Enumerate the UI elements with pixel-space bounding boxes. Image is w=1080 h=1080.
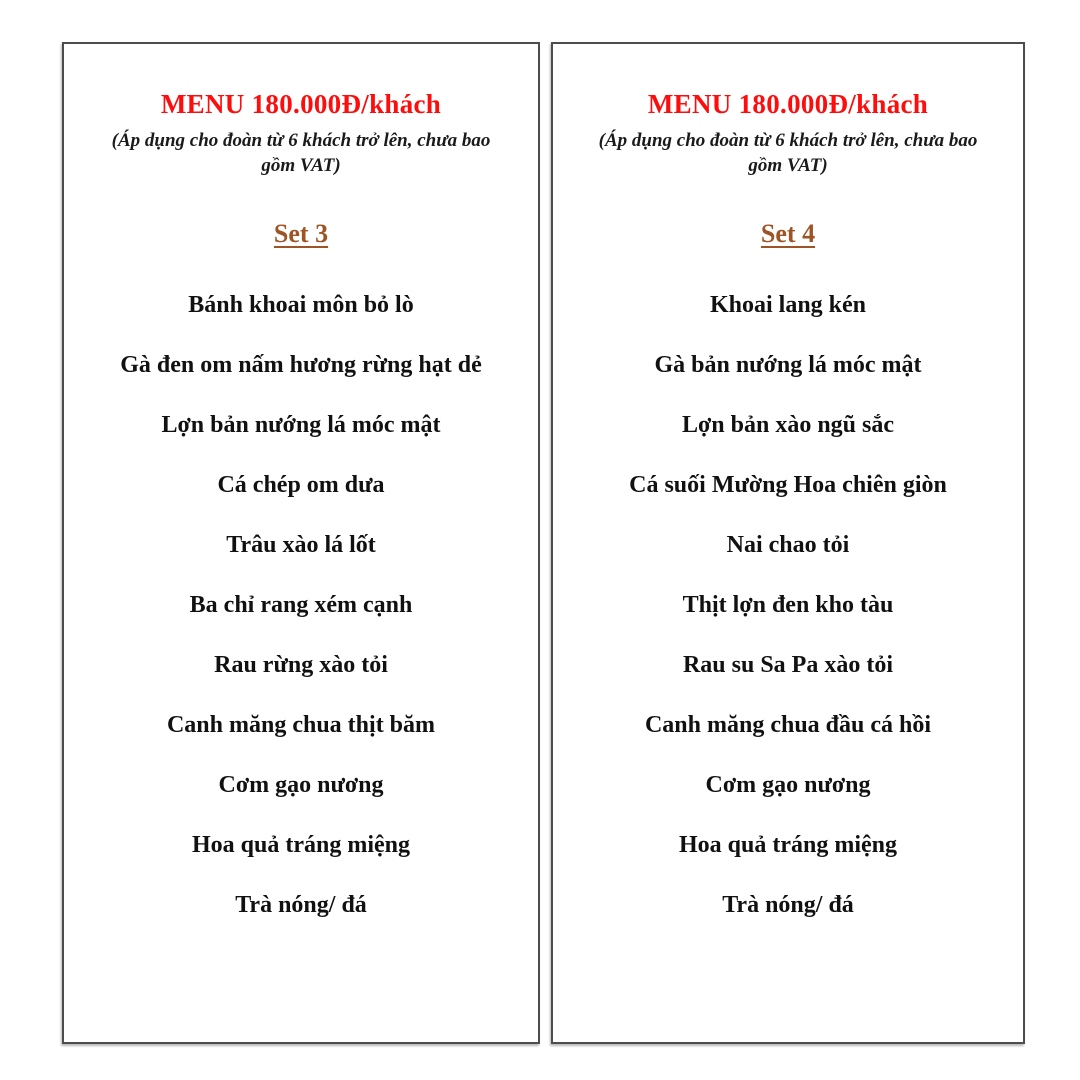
menu-item: Gà đen om nấm hương rừng hạt dẻ (120, 352, 482, 378)
menu-item: Cá chép om dưa (217, 472, 385, 498)
set-heading: Set 4 (760, 219, 816, 248)
menu-item: Cơm gạo nương (218, 772, 384, 798)
menu-box-set-4 (551, 42, 1025, 1044)
menu-item: Trâu xào lá lốt (226, 532, 376, 558)
menu-item: Cơm gạo nương (705, 772, 871, 798)
menu-item: Hoa quả tráng miệng (191, 832, 410, 858)
menu-item: Lợn bản nướng lá móc mật (161, 412, 441, 438)
menu-box-set-3 (62, 42, 540, 1044)
menu-item: Hoa quả tráng miệng (678, 832, 897, 858)
menu-item: Canh măng chua thịt băm (166, 712, 436, 738)
menu-note: (Áp dụng cho đoàn từ 6 khách trở lên, chưa bao gồm VAT) (111, 130, 491, 176)
menu-item-list (64, 291, 538, 919)
menu-item: Cá suối Mường Hoa chiên giòn (629, 472, 947, 498)
menu-item: Canh măng chua đầu cá hồi (644, 712, 932, 738)
menu-item: Rau su Sa Pa xào tỏi (682, 652, 894, 678)
menu-price-title: MENU 180.000Đ/khách (647, 89, 929, 119)
menu-item: Nai chao tỏi (726, 532, 850, 558)
menu-note: (Áp dụng cho đoàn từ 6 khách trở lên, chưa bao gồm VAT) (598, 130, 978, 176)
menu-price-title: MENU 180.000Đ/khách (160, 89, 442, 119)
menu-item: Trà nóng/ đá (722, 892, 854, 918)
menu-item: Thịt lợn đen kho tàu (682, 592, 894, 618)
menu-item: Gà bản nướng lá móc mật (654, 352, 922, 378)
menu-item: Trà nóng/ đá (235, 892, 367, 918)
menu-item-list (553, 291, 1023, 919)
menu-item: Lợn bản xào ngũ sắc (681, 412, 895, 438)
menu-item: Ba chỉ rang xém cạnh (189, 592, 413, 618)
set-heading: Set 3 (273, 219, 329, 248)
menu-item: Khoai lang kén (709, 292, 867, 318)
menu-item: Bánh khoai môn bỏ lò (188, 292, 414, 318)
menu-item: Rau rừng xào tỏi (214, 652, 388, 678)
